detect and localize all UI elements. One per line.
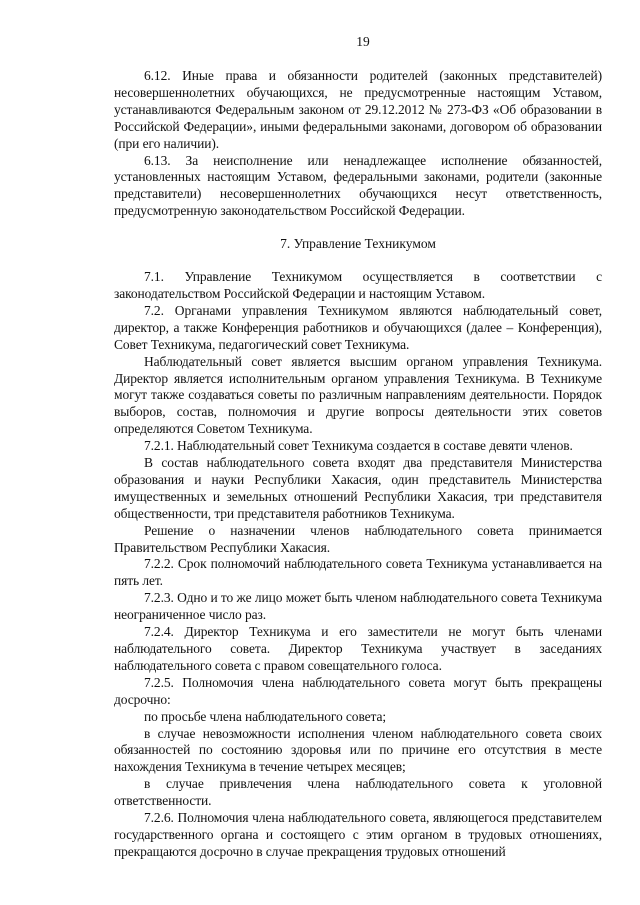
section-heading: 7. Управление Техникумом <box>280 236 436 252</box>
paragraph-7-2-1: 7.2.1. Наблюдательный совет Техникума создается в составе девяти членов. <box>144 438 573 454</box>
paragraph-6-12: 6.12. Иные права и обязанности родителей (законных представителей) несовершеннолетних обучающихся, не предусмотренные настоящим Уставом, устанавливаются Федеральным законом от 29.12.2012 № 273-ФЗ «Об образовании в Российской Федерации», иными федеральными законами, договором об образовании (при его наличии). <box>114 68 602 151</box>
page-number: 19 <box>356 34 370 49</box>
paragraph-termination-request: по просьбе члена наблюдательного совета; <box>144 708 387 724</box>
paragraph-termination-health: в случае невозможности исполнения членом наблюдательного совета своих обязанностей по состоянию здоровья или по причине его отсутствия в месте нахождения Техникума в течение четырех месяцев; <box>114 725 602 775</box>
paragraph-6-13: 6.13. За неисполнение или ненадлежащее исполнение обязанностей, установленных настоящим Уставом, федеральными законами, родители (законные представители) несовершеннолетних обучающихся несут ответственность, предусмотренную законодательством Российской Федерации. <box>114 152 602 219</box>
paragraph-7-2-3: 7.2.3. Одно и то же лицо может быть членом наблюдательного совета Техникума неограниченное число раз. <box>114 590 602 623</box>
paragraph-7-2-6: 7.2.6. Полномочия члена наблюдательного совета, являющегося представителем государственного органа и состоящего с этим органом в трудовых отношениях, прекращаются досрочно в случае прекращения трудовых отношений <box>114 810 602 859</box>
paragraph-board-appointment: Решение о назначении членов наблюдательного совета принимается Правительством Республики Хакасия. <box>114 522 602 555</box>
paragraph-supervisory-board: Наблюдательный совет является высшим органом управления Техникума. Директор является исполнительным органом управления Техникума. В Техникуме могут также создаваться советы по различным направлениям деятельности. Порядок выборов, состав, полномочия и другие вопросы деятельности этих советов определяются Советом Техникума. <box>114 353 602 437</box>
paragraph-7-2-4: 7.2.4. Директор Техникума и его заместители не могут быть членами наблюдательного совета. Директор Техникума участвует в заседаниях наблюдательного совета с правом совещательного голоса. <box>114 624 602 673</box>
paragraph-board-composition: В состав наблюдательного совета входят два представителя Министерства образования и науки Республики Хакасия, один представитель Министерства имущественных и земельных отношений Республики Хакасия, три представителя общественности, три представителя работников Техникума. <box>114 455 602 521</box>
paragraph-termination-criminal: в случае привлечения члена наблюдательного совета к уголовной ответственности. <box>114 776 602 809</box>
paragraph-7-2-2: 7.2.2. Срок полномочий наблюдательного совета Техникума устанавливается на пять лет. <box>114 556 602 589</box>
paragraph-7-1: 7.1. Управление Техникумом осуществляется в соответствии с законодательством Российской Федерации и настоящим Уставом. <box>114 269 602 301</box>
paragraph-7-2-5: 7.2.5. Полномочия члена наблюдательного совета могут быть прекращены досрочно: <box>114 674 602 707</box>
paragraph-7-2: 7.2. Органами управления Техникумом являются наблюдательный совет, директор, а также Конференция работников и обучающихся (далее – Конференция), Совет Техникума, педагогический совет Техникума. <box>114 302 602 352</box>
